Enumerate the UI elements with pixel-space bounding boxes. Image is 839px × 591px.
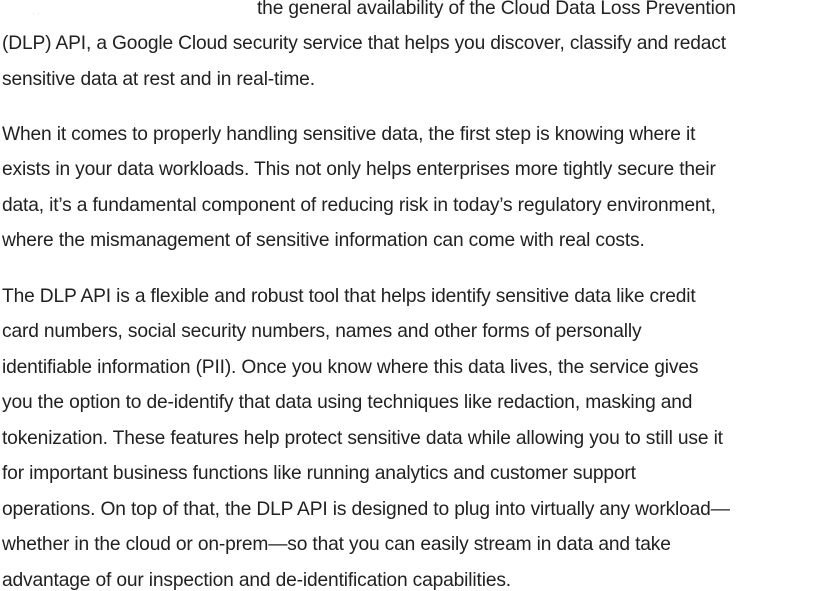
paragraph-3-line-9: advantage of our inspection and de-identification capabilities. xyxy=(2,570,511,591)
paragraph-3-line-8: whether in the cloud or on-prem—so that you can easily stream in data and take xyxy=(2,534,671,555)
paragraph-1-line-1: the general availability of the Cloud Data Loss Prevention xyxy=(257,0,736,19)
paragraph-1-line-2: (DLP) API, a Google Cloud security service that helps you discover, classify and redact xyxy=(2,33,726,54)
paragraph-3-line-3: identifiable information (PII). Once you know where this data lives, the service gives xyxy=(2,357,699,378)
cropped-text-fragment xyxy=(22,6,42,14)
paragraph-1-line-3: sensitive data at rest and in real-time. xyxy=(2,69,315,90)
paragraph-2-line-2: exists in your data workloads. This not only helps enterprises more tightly secure their xyxy=(2,159,716,180)
paragraph-3-line-6: for important business functions like running analytics and customer support xyxy=(2,463,636,484)
paragraph-3-line-2: card numbers, social security numbers, names and other forms of personally xyxy=(2,321,642,342)
paragraph-3-line-1: The DLP API is a flexible and robust tool that helps identify sensitive data like credit xyxy=(2,286,696,307)
paragraph-3-line-4: you the option to de-identify that data using techniques like redaction, masking and xyxy=(2,392,693,413)
paragraph-3-line-5: tokenization. These features help protect sensitive data while allowing you to still use it xyxy=(2,428,723,449)
paragraph-3-line-7: operations. On top of that, the DLP API is designed to plug into virtually any workload— xyxy=(2,499,730,520)
paragraph-2-line-4: where the mismanagement of sensitive information can come with real costs. xyxy=(2,230,645,251)
paragraph-2-line-3: data, it’s a fundamental component of reducing risk in today’s regulatory environment, xyxy=(2,195,716,216)
paragraph-2-line-1: When it comes to properly handling sensitive data, the first step is knowing where it xyxy=(2,124,696,145)
